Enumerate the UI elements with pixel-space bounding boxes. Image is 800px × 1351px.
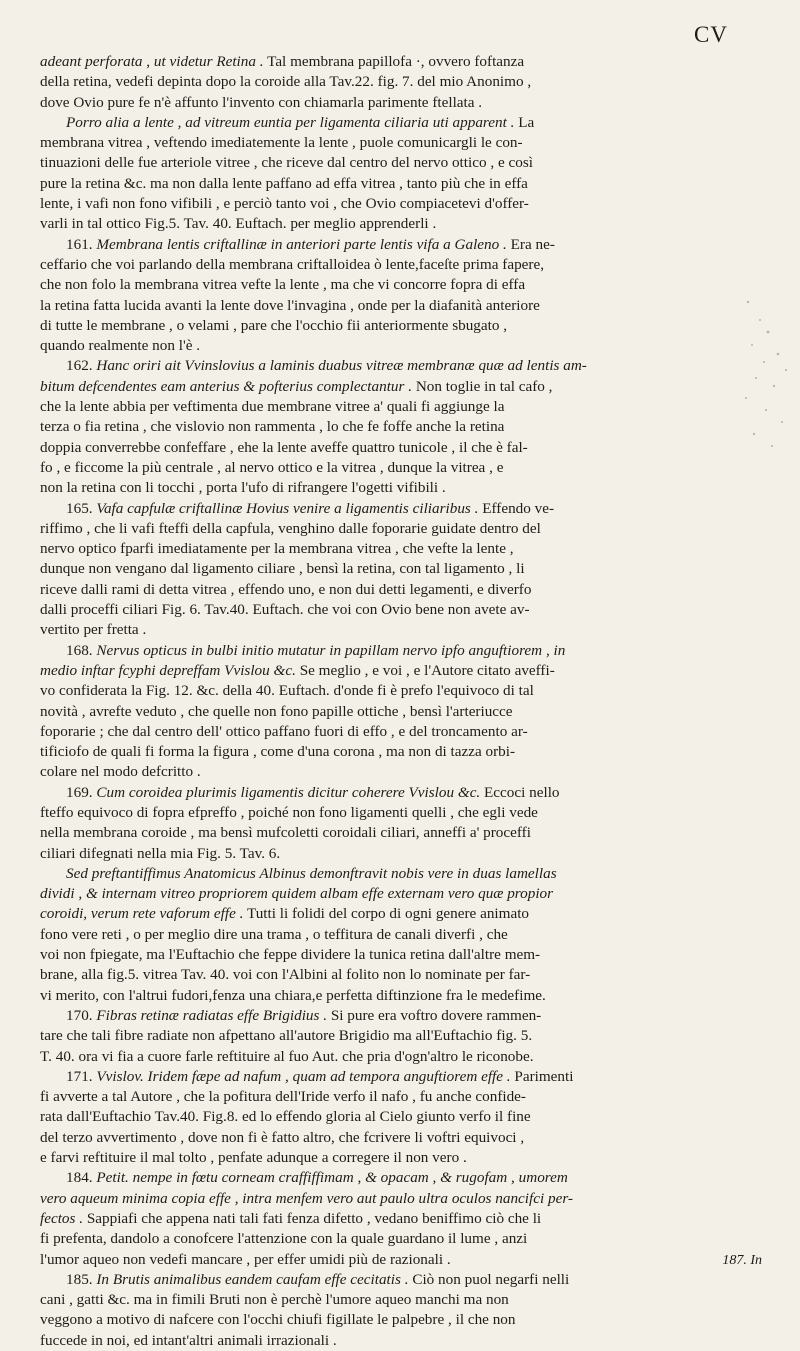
latin-quote: In Brutis animalibus eandem caufam effe cecitatis .	[96, 1270, 409, 1288]
line-text: che la lente abbia per veftimenta due membrane vitree a' quali fi aggiunge la	[40, 398, 505, 416]
line-text: Ciò non puol negarfi nelli	[408, 1270, 570, 1288]
text-line	[40, 681, 775, 701]
line-text: terza o fia retina , che vislovio non rammenta , lo che fe foffe anche la retina	[40, 418, 505, 436]
line-text: Si pure era voftro dovere rammen-	[327, 1006, 542, 1024]
line-text: dove Ovio pure fe n'è affunto l'invento con chiamarla parimente ftellata .	[40, 93, 483, 111]
latin-quote: Vafa capfulæ criftallinæ Hovius venire a ligamentis ciliaribus .	[96, 499, 479, 517]
text-line	[40, 1026, 775, 1046]
text-line	[40, 1290, 775, 1310]
text-line	[40, 214, 775, 234]
line-text: riceve dalli rami di detta vitrea , effendo uno, e non dui detti legamenti, e diverfo	[40, 580, 532, 598]
line-text: vi merito, con l'altrui fudori,fenza una chiara,e perfetta diftinzione fra le medefime.	[40, 986, 546, 1004]
latin-quote: Nervus opticus in bulbi initio mutatur in papillam nervo ipfo anguftiorem , in	[96, 641, 566, 659]
text-line	[40, 823, 775, 843]
text-line	[40, 235, 775, 255]
text-line	[40, 417, 775, 437]
text-line	[40, 600, 775, 620]
text-line	[40, 1189, 775, 1209]
line-text: ceffario che voi parlando della membrana criftalloidea ò lente,faceſte prima fapere,	[40, 255, 545, 273]
text-line	[40, 559, 775, 579]
text-line	[40, 174, 775, 194]
text-line	[40, 377, 775, 397]
latin-quote: dividi , & internam vitreo propriorem quidem albam effe externam vero quæ propior	[40, 885, 554, 903]
text-line	[40, 1250, 775, 1270]
latin-quote: Petit. nempe in fœtu corneam craffiffimam , & opacam , & rugofam , umorem	[96, 1169, 568, 1187]
body-text	[40, 52, 775, 1351]
line-text: Parimenti	[510, 1067, 574, 1085]
line-text: cani , gatti &c. ma in fimili Bruti non è perchè l'umore aqueo manchi ma non	[40, 1291, 509, 1309]
latin-quote: Hanc oriri ait Vvinslovius a laminis duabus vitreæ membranæ quæ ad lentis am-	[96, 357, 587, 375]
text-line	[40, 783, 775, 803]
line-text: doppia converrebbe confeffare , ehe la lente aveffe quattro tunicole , il che è fal-	[40, 438, 528, 456]
line-text: fi prefenta, dandolo a conofcere l'attenzione con la quale guardano il lume , anzi	[40, 1230, 528, 1248]
line-text: di tutte le membrane , o velami , pare che l'occhio fii anteriormente sbugato ,	[40, 316, 508, 334]
line-text: fo , e ficcome la più centrale , al nervo ottico e la vitrea , dunque la vitrea , e	[40, 458, 504, 476]
line-text: dalli proceffi ciliari Fig. 6. Tav.40. Euftach. che voi con Ovio bene non avete av-	[40, 601, 530, 619]
text-line	[40, 620, 775, 640]
paper-stain	[738, 290, 796, 460]
text-line	[40, 661, 775, 681]
text-line	[40, 904, 775, 924]
text-line	[40, 458, 775, 478]
line-text: 184.	[66, 1169, 97, 1187]
text-line	[40, 1331, 775, 1351]
text-line	[40, 153, 775, 173]
line-text: 169.	[66, 783, 97, 801]
line-text: Effendo ve-	[478, 499, 555, 517]
text-line	[40, 72, 775, 92]
line-text: T. 40. ora vi fia a cuore farle reftituire al fuo Aut. che pria d'ogn'altro le riconobe.	[40, 1047, 534, 1065]
line-text: ciliari difegnati nella mia Fig. 5. Tav. 6.	[40, 844, 281, 862]
text-line	[40, 1006, 775, 1026]
line-text: voi non fpiegate, ma l'Euftachio che feppe dividere la tunica retina dall'altre mem-	[40, 946, 541, 964]
text-line	[40, 884, 775, 904]
line-text: La	[514, 113, 535, 131]
text-line	[40, 539, 775, 559]
text-line	[40, 702, 775, 722]
line-text: non la retina con li tocchi , porta l'ufo di rifrangere l'ogetti vifibili .	[40, 479, 446, 497]
text-line	[40, 133, 775, 153]
text-line	[40, 1128, 775, 1148]
line-text: quando realmente non l'è .	[40, 337, 201, 355]
text-line	[40, 1168, 775, 1188]
text-line	[40, 356, 775, 376]
text-line	[40, 1270, 775, 1290]
latin-quote: fectos .	[40, 1209, 84, 1227]
text-line	[40, 965, 775, 985]
line-text: rata dall'Euftachio Tav.40. Fig.8. ed lo effendo gloria al Cielo giunto verfo il fine	[40, 1108, 531, 1126]
line-text: veggono a motivo di nafcere con l'occhi chiufi figillate le palpebre , il che non	[40, 1311, 516, 1329]
latin-quote: adeant perforata , ut videtur Retina .	[40, 53, 264, 70]
text-line	[40, 762, 775, 782]
latin-quote: Sed preftantiffimus Anatomicus Albinus demonftravit nobis vere in duas lamellas	[66, 864, 557, 882]
line-text: foporarie ; che dal centro dell' ottico paffano fuori di effo , e del troncamento ar-	[40, 722, 528, 740]
latin-quote: Membrana lentis criftallinæ in anteriori parte lentis vifa a Galeno .	[96, 235, 507, 253]
line-text: varli in tal ottico Fig.5. Tav. 40. Euftach. per meglio apprenderli .	[40, 215, 437, 233]
text-line	[40, 742, 775, 762]
latin-quote: Fibras retinæ radiatas effe Brigidius .	[96, 1006, 328, 1024]
line-text: tinuazioni delle fue arteriole vitree , che riceve dal centro del nervo ottico , e così	[40, 154, 533, 172]
line-text: riffimo , che li vafi fteffi della capfula, venghino dalle foporarie guidate dentro del	[40, 519, 541, 537]
catchword: 187. In	[722, 1253, 762, 1268]
text-line	[40, 478, 775, 498]
line-text: Tal membrana papillofa ·, ovvero foftanza	[263, 53, 525, 70]
text-line	[40, 93, 775, 113]
line-text: 171.	[66, 1067, 97, 1085]
text-line	[40, 1310, 775, 1330]
line-text: fteffo equivoco di fopra efpreffo , poiché non fono ligamenti quelli , che egli vede	[40, 803, 538, 821]
line-text: 168.	[66, 641, 97, 659]
line-text: vo confiderata la Fig. 12. &c. della 40. Euftach. d'onde fi è prefo l'equivoco di tal	[40, 682, 534, 700]
text-line	[40, 296, 775, 316]
line-text: lente, i vafi non fono vifibili , e perciò tanto voi , che Ovio compiacetevi d'offer-	[40, 195, 529, 213]
line-text: del terzo avvertimento , dove non fi è fatto altro, che fcrivere li voftri equivoci ,	[40, 1128, 525, 1146]
line-text: tificiofo de quali fi forma la figura , come d'una corona , ma non di tazza orbi-	[40, 743, 516, 761]
text-line	[40, 336, 775, 356]
line-text: novità , avrefte veduto , che quelle non fono papille ottiche , bensì l'arteriucce	[40, 702, 513, 720]
line-text: 185.	[66, 1270, 97, 1288]
line-text: e farvi reftituire il mal tolto , penfate adunque a corregere il non vero .	[40, 1149, 467, 1167]
text-line	[40, 1209, 775, 1229]
line-text: l'umor aqueo non vedefi mancare , per effer umidi più de razionali .	[40, 1250, 451, 1268]
text-line	[40, 1087, 775, 1107]
text-line	[40, 1107, 775, 1127]
text-line	[40, 113, 775, 133]
line-text: colare nel modo defcritto .	[40, 763, 201, 781]
latin-quote: Porro alia a lente , ad vitreum euntia per ligamenta ciliaria uti apparent .	[66, 113, 515, 131]
line-text: nella membrana coroide , ma bensì mufcoletti coroidali ciliari, anneffi a' proceffi	[40, 824, 531, 842]
text-line	[40, 864, 775, 884]
line-text: Non toglie in tal cafo ,	[412, 377, 553, 395]
text-line	[40, 438, 775, 458]
line-text: Sappiafi che appena nati tali fati fenza difetto , vedano beniffimo ciò che li	[83, 1209, 542, 1227]
line-text: Eccoci nello	[480, 783, 560, 801]
text-line	[40, 194, 775, 214]
text-line	[40, 580, 775, 600]
text-line	[40, 52, 775, 72]
text-line	[40, 316, 775, 336]
text-line	[40, 641, 775, 661]
line-text: la retina fatta lucida avanti la lente dove l'invagina , onde per la diafanità anteriore	[40, 296, 540, 314]
line-text: fono vere reti , o per meglio dire una trama , o teffitura de canali diverfi , che	[40, 925, 508, 943]
text-line	[40, 519, 775, 539]
line-text: membrana vitrea , veftendo imediatemente la lente , puole comunicargli le con-	[40, 134, 523, 152]
text-line	[40, 803, 775, 823]
text-line	[40, 1148, 775, 1168]
text-line	[40, 1067, 775, 1087]
latin-quote: Cum coroidea plurimis ligamentis dicitur coherere Vvislou &c.	[96, 783, 481, 801]
line-text: della retina, vedefi depinta dopo la coroide alla Tav.22. fig. 7. del mio Anonimo ,	[40, 73, 532, 91]
text-line	[40, 986, 775, 1006]
line-text: 170.	[66, 1006, 97, 1024]
text-line	[40, 925, 775, 945]
line-text: Era ne-	[506, 235, 555, 253]
line-text: Tutti li folidi del corpo di ogni genere animato	[243, 905, 530, 923]
page-number: CV	[694, 22, 728, 47]
latin-quote: bitum defcendentes eam anterius & pofterius complectantur .	[40, 377, 413, 395]
line-text: 165.	[66, 499, 97, 517]
text-line	[40, 1047, 775, 1067]
latin-quote: medio inftar fcyphi depreffam Vvislou &c.	[40, 661, 296, 679]
line-text: pure la retina &c. ma non dalla lente paffano ad effa vitrea , tanto più che in effa	[40, 174, 528, 192]
line-text: dunque non vengano dal ligamento ciliare , bensì la retina, con tal ligamento , li	[40, 560, 525, 578]
line-text: tare che tali fibre radiate non afpettano all'autore Brigidio ma all'Euftachio fig. 5.	[40, 1027, 533, 1045]
line-text: che non folo la membrana vitrea vefte la lente , ma che vi concorre fopra di effa	[40, 276, 526, 294]
text-line	[40, 275, 775, 295]
text-line	[40, 722, 775, 742]
latin-quote: vero aqueum minima copia effe , intra menfem vero aut paulo ultra oculos nancifci per-	[40, 1189, 573, 1207]
line-text: nervo optico fparfi imediatamente per la membrana vitrea , che vefte la lente ,	[40, 540, 514, 558]
text-line	[40, 1229, 775, 1249]
text-line	[40, 397, 775, 417]
line-text: fi avverte a tal Autore , che la pofitura dell'Iride verfo il nafo , fu anche confide-	[40, 1088, 526, 1106]
line-text: Se meglio , e voi , e l'Autore citato aveffi-	[295, 661, 555, 679]
line-text: 162.	[66, 357, 97, 375]
latin-quote: coroidi, verum rete vaforum effe .	[40, 905, 244, 923]
text-line	[40, 945, 775, 965]
line-text: vertito per fretta .	[40, 621, 147, 639]
line-text: 161.	[66, 235, 97, 253]
text-line	[40, 499, 775, 519]
text-line	[40, 844, 775, 864]
latin-quote: Vvislov. Iridem fæpe ad nafum , quam ad tempora anguftiorem effe .	[96, 1067, 511, 1085]
line-text: fuccede in noi, ed intant'altri animali irrazionali .	[40, 1331, 337, 1349]
line-text: brane, alla fig.5. vitrea Tav. 40. voi con l'Albini al folito non lo nominate per far-	[40, 966, 531, 984]
text-line	[40, 255, 775, 275]
